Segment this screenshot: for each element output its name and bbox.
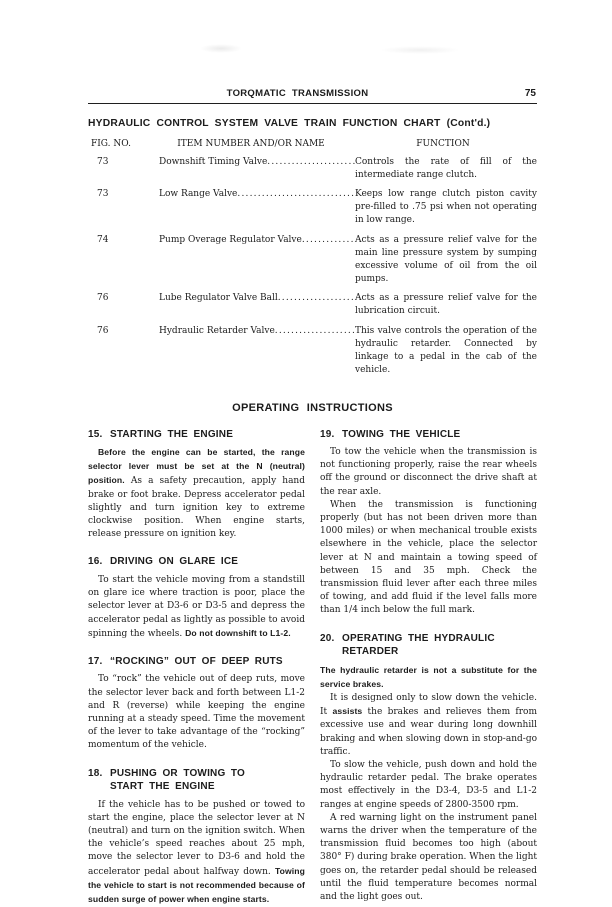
cell-function: This valve controls the operation of the hydraulic retarder. Connected by linkage to a pedal in the cab of the vehicle. [355,325,537,377]
section-number: 17. [88,655,110,669]
table-row [88,188,537,227]
section-19-heading [320,428,537,442]
section-20-heading [320,632,537,659]
item-name-text: Downshift Timing Valve [159,156,267,169]
body-text: A red warning light on the instrument panel warns the driver when the temperature of the transmission fluid becomes too high (about 380° F) during brake operation. When the light goes on, the retarder pedal should be released until the fluid temperature becomes normal and the light goes out. [320,813,537,902]
item-name-text: Pump Overage Regulator Valve [159,234,302,247]
item-name-text: Lube Regulator Valve Ball [159,292,278,305]
body-text: the brakes and relieves them from excessive use and wear during long downhill braking and when slowing down in stop-and-go traffic. [320,707,537,757]
bold-lead-text: Before the engine can be started, the range selector lever must be set at the N (neutral) position. [88,447,305,485]
page-number: 75 [525,88,536,99]
section-20-paragraph-1 [320,664,537,692]
section-title [110,555,238,569]
leader-dots [302,234,355,247]
cell-fig-no: 73 [88,188,159,227]
left-column [88,423,305,907]
cell-fig-no: 76 [88,292,159,318]
section-number: 16. [88,555,110,569]
section-title [110,428,233,442]
section-15-paragraph [88,446,305,541]
body-text: If the vehicle has to be pushed or towed to start the engine, place the selector lever at N (neutral) and turn on the ignition switch. When the vehicle’s speed reaches about 25 mph, move the selector lever to D3-6 and hold the accelerator pedal about halfway down. [88,800,305,877]
item-name-text: Low Range Valve [159,188,237,201]
section-title-line2: START THE ENGINE [110,780,245,794]
table-row [88,234,537,286]
leader-dots [237,188,355,201]
cell-item-name [159,292,355,318]
bold-mid-text: assists [332,706,362,716]
section-title-line1: STARTING THE ENGINE [110,428,233,442]
cell-function: Controls the rate of fill of the intermediate range clutch. [355,156,537,182]
cell-fig-no: 73 [88,156,159,182]
table-row [88,292,537,318]
body-text: To slow the vehicle, push down and hold the hydraulic retarder pedal. The brake operates most effectively in the D3-4, D3-5 and L1-2 ranges at engine speeds of 2800-3500 rpm. [320,760,537,810]
section-title-line2: RETARDER [342,645,495,659]
section-number: 18. [88,767,110,794]
section-title [110,767,245,794]
body-text: When the transmission is functioning properly (but has not been driven more than 1000 miles) or when mechanical trouble exists elsewhere in the vehicle, place the selector lever at N and maintain a towing speed of between 15 and 35 mph. Check the transmission fluid lever after each three miles of towing, and add fluid if the level falls more than 1/4 inch below the full mark. [320,500,537,616]
page-content [88,88,537,907]
column-header-item-name: ITEM NUMBER AND/OR NAME [153,139,349,149]
section-title-line1: TOWING THE VEHICLE [342,428,460,442]
cell-fig-no: 76 [88,325,159,377]
running-head [88,88,537,104]
chart-title: HYDRAULIC CONTROL SYSTEM VALVE TRAIN FUNCTION CHART (Cont'd.) [88,118,537,129]
cell-function: Keeps low range clutch piston cavity pre-filled to .75 psi when not operating in low range. [355,188,537,227]
leader-dots [278,292,355,305]
section-17-heading [88,655,305,669]
section-title [110,655,283,669]
cell-item-name [159,156,355,182]
cell-item-name [159,234,355,286]
running-head-title: TORQMATIC TRANSMISSION [88,88,507,99]
item-name-text: Hydraulic Retarder Valve [159,325,275,338]
section-20-paragraph-4 [320,812,537,904]
body-text: To “rock” the vehicle out of deep ruts, move the selector lever back and forth between L1-2 and R (reverse) while keeping the engine running at a steady speed. Time the movement of the lever to take advantage of the “rocking” momentum of the vehicle. [88,674,305,750]
scan-smudge [200,44,242,53]
column-header-function: FUNCTION [349,139,537,149]
section-title [342,632,495,659]
body-text: As a safety precaution, apply hand brake or foot brake. Depress accelerator pedal slightly and turn ignition key to extreme clockwise position. When engine starts, release pressure on ignition key. [88,476,305,539]
body-text: To tow the vehicle when the transmission is not functioning properly, raise the rear wheels off the ground or disconnect the drive shaft at the rear axle. [320,447,537,497]
section-number: 19. [320,428,342,442]
section-19-paragraph-1 [320,446,537,499]
bold-tail-text: Towing the vehicle to start is not recommended because of sudden surge of power when engine starts. [88,866,305,904]
section-16-heading [88,555,305,569]
section-number: 20. [320,632,342,659]
table-row [88,156,537,182]
section-17-paragraph [88,673,305,752]
section-20-paragraph-2 [320,692,537,759]
section-19-paragraph-2 [320,499,537,618]
cell-function: Acts as a pressure relief valve for the lubrication circuit. [355,292,537,318]
table-header-row [88,139,537,149]
cell-fig-no: 74 [88,234,159,286]
cell-function: Acts as a pressure relief valve for the main line pressure system by sumping excessive volume of oil from the oil pumps. [355,234,537,286]
operating-instructions-heading: OPERATING INSTRUCTIONS [88,402,537,414]
column-header-fig-no: FIG. NO. [88,139,153,149]
leader-dots [267,156,355,169]
scan-smudge [380,46,460,54]
leader-dots [275,325,355,338]
section-18-paragraph [88,799,305,907]
section-title-line1: PUSHING OR TOWING TO [110,767,245,781]
section-number: 15. [88,428,110,442]
table-row [88,325,537,377]
right-column [320,423,537,907]
section-16-paragraph [88,574,305,641]
bold-tail-text: Do not downshift to L1-2. [185,628,291,638]
section-title-line1: OPERATING THE HYDRAULIC [342,632,495,646]
cell-item-name [159,188,355,227]
section-title-line1: DRIVING ON GLARE ICE [110,555,238,569]
section-18-heading [88,767,305,794]
section-title [342,428,460,442]
bold-lead-text: The hydraulic retarder is not a substitute for the service brakes. [320,665,537,689]
two-column-text [88,423,537,907]
body-text: It is designed only to slow down the vehicle. It [320,693,537,717]
section-20-paragraph-3 [320,759,537,812]
cell-item-name [159,325,355,377]
section-15-heading [88,428,305,442]
section-title-line1: “ROCKING” OUT OF DEEP RUTS [110,655,283,669]
body-text: To start the vehicle moving from a standstill on glare ice where traction is poor, place the selector lever at D3-6 or D3-5 and depress the accelerator pedal as lightly as possible to avoid spinning the wheels. [88,575,305,639]
